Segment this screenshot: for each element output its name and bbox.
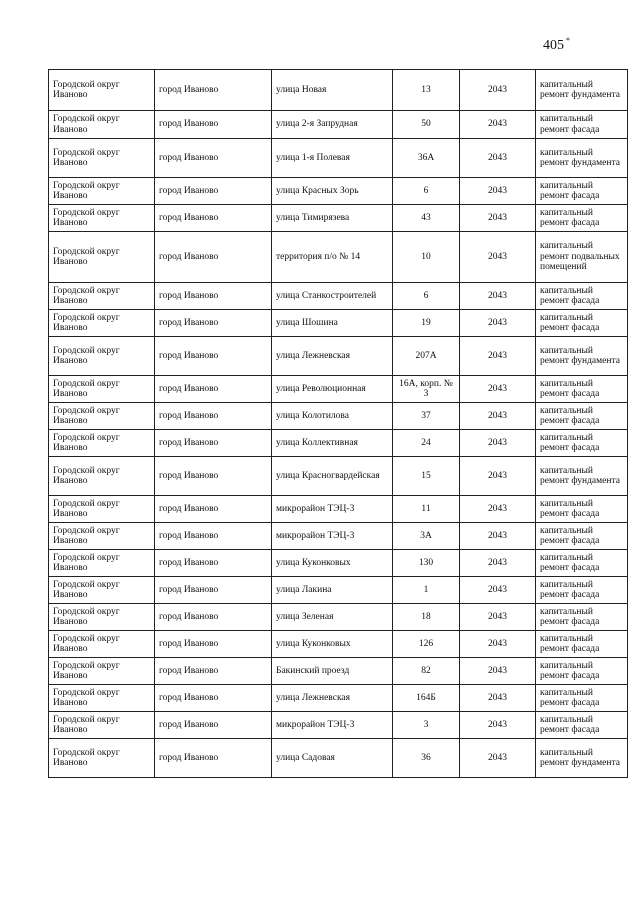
street-cell: улица Лежневская [272, 685, 393, 712]
work-type-cell: капитальный ремонт фасада [536, 178, 628, 205]
district-cell: Городской округ Иваново [49, 685, 155, 712]
house-number-cell: 6 [393, 178, 460, 205]
street-cell: микрорайон ТЭЦ-3 [272, 523, 393, 550]
year-cell: 2043 [460, 550, 536, 577]
street-cell: улица Станкостроителей [272, 283, 393, 310]
city-cell: город Иваново [155, 577, 272, 604]
house-number-cell: 1 [393, 577, 460, 604]
work-type-cell: капитальный ремонт фасада [536, 577, 628, 604]
district-cell: Городской округ Иваново [49, 496, 155, 523]
street-cell: улица Коллективная [272, 430, 393, 457]
work-type-cell: капитальный ремонт фасада [536, 430, 628, 457]
work-type-cell: капитальный ремонт фасада [536, 283, 628, 310]
city-cell: город Иваново [155, 430, 272, 457]
table-row [49, 337, 628, 376]
year-cell: 2043 [460, 577, 536, 604]
street-cell: улица Садовая [272, 739, 393, 778]
street-cell: улица Революционная [272, 376, 393, 403]
city-cell: город Иваново [155, 403, 272, 430]
street-cell: улица 2-я Запрудная [272, 111, 393, 139]
table-row [49, 550, 628, 577]
street-cell: улица Лежневская [272, 337, 393, 376]
city-cell: город Иваново [155, 550, 272, 577]
house-number-cell: 15 [393, 457, 460, 496]
street-cell: улица 1-я Полевая [272, 139, 393, 178]
housing-repair-table [48, 69, 628, 778]
house-number-cell: 126 [393, 631, 460, 658]
street-cell: улица Колотилова [272, 403, 393, 430]
district-cell: Городской округ Иваново [49, 283, 155, 310]
district-cell: Городской округ Иваново [49, 139, 155, 178]
district-cell: Городской округ Иваново [49, 310, 155, 337]
street-cell: улица Куконковых [272, 631, 393, 658]
table-row [49, 604, 628, 631]
district-cell: Городской округ Иваново [49, 658, 155, 685]
city-cell: город Иваново [155, 685, 272, 712]
work-type-cell: капитальный ремонт фундамента [536, 739, 628, 778]
city-cell: город Иваново [155, 139, 272, 178]
work-type-cell: капитальный ремонт фасада [536, 550, 628, 577]
city-cell: город Иваново [155, 523, 272, 550]
city-cell: город Иваново [155, 178, 272, 205]
work-type-cell: капитальный ремонт фасада [536, 658, 628, 685]
city-cell: город Иваново [155, 283, 272, 310]
district-cell: Городской округ Иваново [49, 232, 155, 283]
district-cell: Городской округ Иваново [49, 712, 155, 739]
year-cell: 2043 [460, 70, 536, 111]
year-cell: 2043 [460, 631, 536, 658]
city-cell: город Иваново [155, 658, 272, 685]
year-cell: 2043 [460, 604, 536, 631]
year-cell: 2043 [460, 658, 536, 685]
district-cell: Городской округ Иваново [49, 403, 155, 430]
table-row [49, 523, 628, 550]
district-cell: Городской округ Иваново [49, 178, 155, 205]
street-cell: улица Новая [272, 70, 393, 111]
city-cell: город Иваново [155, 631, 272, 658]
year-cell: 2043 [460, 139, 536, 178]
house-number-cell: 207А [393, 337, 460, 376]
house-number-cell: 11 [393, 496, 460, 523]
city-cell: город Иваново [155, 70, 272, 111]
work-type-cell: капитальный ремонт фундамента [536, 139, 628, 178]
work-type-cell: капитальный ремонт фасада [536, 685, 628, 712]
year-cell: 2043 [460, 523, 536, 550]
table-row [49, 685, 628, 712]
table-row [49, 658, 628, 685]
house-number-cell: 3А [393, 523, 460, 550]
year-cell: 2043 [460, 178, 536, 205]
street-cell: улица Зеленая [272, 604, 393, 631]
year-cell: 2043 [460, 430, 536, 457]
table-row [49, 577, 628, 604]
year-cell: 2043 [460, 685, 536, 712]
year-cell: 2043 [460, 376, 536, 403]
work-type-cell: капитальный ремонт фасада [536, 712, 628, 739]
work-type-cell: капитальный ремонт фундамента [536, 70, 628, 111]
year-cell: 2043 [460, 337, 536, 376]
street-cell: территория п/о № 14 [272, 232, 393, 283]
house-number-cell: 164Б [393, 685, 460, 712]
work-type-cell: капитальный ремонт фасада [536, 523, 628, 550]
district-cell: Городской округ Иваново [49, 205, 155, 232]
street-cell: улица Шошина [272, 310, 393, 337]
street-cell: микрорайон ТЭЦ-3 [272, 496, 393, 523]
district-cell: Городской округ Иваново [49, 523, 155, 550]
city-cell: город Иваново [155, 496, 272, 523]
work-type-cell: капитальный ремонт фасада [536, 310, 628, 337]
street-cell: улица Красных Зорь [272, 178, 393, 205]
work-type-cell: капитальный ремонт фасада [536, 403, 628, 430]
house-number-cell: 16А, корп. № 3 [393, 376, 460, 403]
house-number-cell: 18 [393, 604, 460, 631]
table-row [49, 205, 628, 232]
city-cell: город Иваново [155, 457, 272, 496]
table-row [49, 178, 628, 205]
table-row [49, 712, 628, 739]
year-cell: 2043 [460, 205, 536, 232]
table-row [49, 496, 628, 523]
district-cell: Городской округ Иваново [49, 631, 155, 658]
table-row [49, 457, 628, 496]
city-cell: город Иваново [155, 604, 272, 631]
house-number-cell: 36А [393, 139, 460, 178]
page-number: 405 [543, 38, 564, 53]
street-cell: улица Лакина [272, 577, 393, 604]
work-type-cell: капитальный ремонт фундамента [536, 337, 628, 376]
house-number-cell: 37 [393, 403, 460, 430]
district-cell: Городской округ Иваново [49, 457, 155, 496]
table-row [49, 111, 628, 139]
house-number-cell: 43 [393, 205, 460, 232]
house-number-cell: 130 [393, 550, 460, 577]
district-cell: Городской округ Иваново [49, 337, 155, 376]
house-number-cell: 3 [393, 712, 460, 739]
district-cell: Городской округ Иваново [49, 577, 155, 604]
street-cell: улица Красногвардейская [272, 457, 393, 496]
work-type-cell: капитальный ремонт фасада [536, 631, 628, 658]
city-cell: город Иваново [155, 739, 272, 778]
city-cell: город Иваново [155, 111, 272, 139]
table-row [49, 70, 628, 111]
district-cell: Городской округ Иваново [49, 604, 155, 631]
table-row [49, 310, 628, 337]
table-row [49, 376, 628, 403]
table-row [49, 631, 628, 658]
year-cell: 2043 [460, 310, 536, 337]
house-number-cell: 24 [393, 430, 460, 457]
district-cell: Городской округ Иваново [49, 550, 155, 577]
year-cell: 2043 [460, 496, 536, 523]
district-cell: Городской округ Иваново [49, 376, 155, 403]
city-cell: город Иваново [155, 205, 272, 232]
house-number-cell: 82 [393, 658, 460, 685]
street-cell: микрорайон ТЭЦ-3 [272, 712, 393, 739]
work-type-cell: капитальный ремонт фасада [536, 376, 628, 403]
table-row [49, 139, 628, 178]
year-cell: 2043 [460, 457, 536, 496]
street-cell: Бакинский проезд [272, 658, 393, 685]
year-cell: 2043 [460, 739, 536, 778]
table-row [49, 232, 628, 283]
house-number-cell: 19 [393, 310, 460, 337]
year-cell: 2043 [460, 111, 536, 139]
city-cell: город Иваново [155, 376, 272, 403]
city-cell: город Иваново [155, 232, 272, 283]
table-row [49, 739, 628, 778]
page-mark: * [566, 36, 570, 45]
work-type-cell: капитальный ремонт фасада [536, 496, 628, 523]
city-cell: город Иваново [155, 337, 272, 376]
street-cell: улица Куконковых [272, 550, 393, 577]
city-cell: город Иваново [155, 310, 272, 337]
table-row [49, 430, 628, 457]
city-cell: город Иваново [155, 712, 272, 739]
table-row [49, 283, 628, 310]
year-cell: 2043 [460, 232, 536, 283]
year-cell: 2043 [460, 283, 536, 310]
house-number-cell: 13 [393, 70, 460, 111]
work-type-cell: капитальный ремонт фасада [536, 205, 628, 232]
table-row [49, 403, 628, 430]
district-cell: Городской округ Иваново [49, 430, 155, 457]
work-type-cell: капитальный ремонт фасада [536, 604, 628, 631]
house-number-cell: 50 [393, 111, 460, 139]
district-cell: Городской округ Иваново [49, 70, 155, 111]
work-type-cell: капитальный ремонт фундамента [536, 457, 628, 496]
district-cell: Городской округ Иваново [49, 739, 155, 778]
street-cell: улица Тимирязева [272, 205, 393, 232]
year-cell: 2043 [460, 712, 536, 739]
year-cell: 2043 [460, 403, 536, 430]
work-type-cell: капитальный ремонт фасада [536, 111, 628, 139]
house-number-cell: 6 [393, 283, 460, 310]
house-number-cell: 36 [393, 739, 460, 778]
house-number-cell: 10 [393, 232, 460, 283]
district-cell: Городской округ Иваново [49, 111, 155, 139]
work-type-cell: капитальный ремонт подвальных помещений [536, 232, 628, 283]
